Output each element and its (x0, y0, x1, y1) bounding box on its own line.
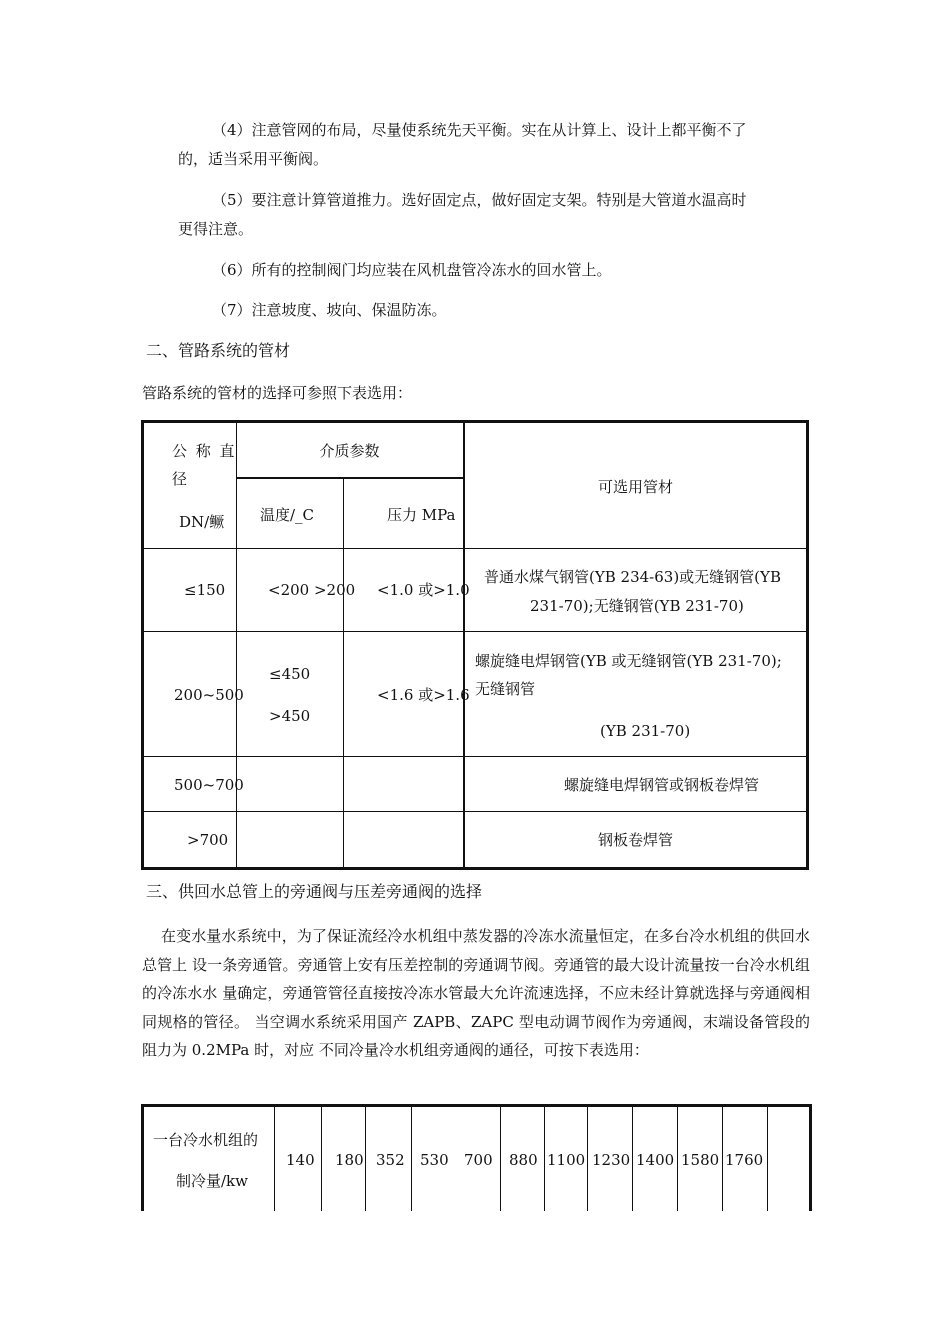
row1-material-b: 231-70);无缝钢管(YB 231-70) (530, 597, 744, 615)
capacity-value: 1400 (636, 1151, 675, 1169)
row2-material-c: (YB 231-70) (600, 722, 691, 740)
table-line (767, 1107, 768, 1211)
table-line (321, 1107, 322, 1211)
row2-material-a: 螺旋缝电焊钢管(YB 或无缝钢管(YB 231-70); (475, 652, 782, 670)
row2-temp-a: ≤450 (269, 665, 311, 683)
header-dn-b: 径 (172, 470, 188, 488)
table-line (343, 478, 344, 867)
header-pressure: 压力 MPa (387, 506, 456, 524)
capacity-value: 1230 (592, 1151, 631, 1169)
table-line (544, 1107, 545, 1211)
table-line (632, 1107, 633, 1211)
capacity-value: 140 (286, 1151, 315, 1169)
capacity-value: 1760 (725, 1151, 764, 1169)
row2-pressure: <1.6 或>1.6 (377, 686, 470, 704)
capacity-value: 880 (509, 1151, 538, 1169)
capacity-table (141, 1104, 812, 1211)
table-line (677, 1107, 678, 1211)
table-line (411, 1107, 412, 1211)
table-line (236, 477, 465, 479)
table-line (587, 1107, 588, 1211)
table-line (236, 423, 237, 867)
header-dn-a: 公 称 直 (172, 442, 237, 460)
header-dn-c: DN/鳜 (179, 513, 225, 531)
row1-pressure: <1.0 或>1.0 (377, 581, 470, 599)
row4-material: 钢板卷焊管 (597, 831, 673, 849)
item-5-line1: （5）要注意计算管道推力。选好固定点，做好固定支架。特别是大管道水温高时 (212, 191, 747, 209)
section2-intro: 管路系统的管材的选择可参照下表选用： (142, 384, 413, 402)
header-medium: 介质参数 (319, 442, 380, 460)
item-5-line2: 更得注意。 (178, 220, 254, 238)
capacity-value: 530 (420, 1151, 449, 1169)
capacity-value: 352 (376, 1151, 405, 1169)
item-4-line1: （4）注意管网的布局，尽量使系统先天平衡。实在从计算上、设计上都平衡不了 (212, 121, 747, 139)
row1-temp: <200 >200 (268, 581, 356, 599)
row3-material: 螺旋缝电焊钢管或钢板卷焊管 (564, 776, 760, 794)
table-line (144, 548, 806, 549)
row1-dn: ≤150 (184, 581, 226, 599)
row4-dn: >700 (187, 831, 229, 849)
capacity-label-b: 制冷量/kw (176, 1172, 248, 1190)
section3-paragraph: 在变水量水系统中，为了保证流经冷水机组中蒸发器的冷冻水流量恒定，在多台冷水机组的供回水总管上 设一条旁通管。旁通管上安有压差控制的旁通调节阀。旁通管的最大设计流量按一台冷水机组的冷冻水水 量确定，旁通管管径直接按冷冻水管最大允许流速选择，不应未经计算就选择与旁通阀相同规格的管径。 当空调水系统采用国产 ZAPB、ZAPC 型电动调节阀作为旁通阀，末端设备管段的阻力为 0.2MPa 时，对应 不同冷量冷水机组旁通阀的通径，可按下表选用： (142, 927, 810, 1060)
table-line (274, 1107, 275, 1211)
capacity-value: 180 (335, 1151, 364, 1169)
table-line (365, 1107, 366, 1211)
pipe-material-table (141, 420, 809, 870)
table-line (144, 756, 806, 757)
item-7: （7）注意坡度、坡向、保温防冻。 (212, 301, 447, 319)
capacity-label-a: 一台冷水机组的 (153, 1131, 259, 1149)
row1-material-a: 普通水煤气钢管(YB 234-63)或无缝钢管(YB (484, 568, 781, 586)
item-6: （6）所有的控制阀门均应装在风机盘管冷冻水的回水管上。 (212, 261, 612, 279)
section3-heading: 三、供回水总管上的旁通阀与压差旁通阀的选择 (146, 882, 483, 901)
item-4-line2: 的，适当采用平衡阀。 (178, 150, 329, 168)
header-temp: 温度/_C (260, 506, 315, 524)
capacity-value: 700 (464, 1151, 493, 1169)
table-line (144, 811, 806, 812)
capacity-value: 1100 (547, 1151, 586, 1169)
row2-material-b: 无缝钢管 (475, 680, 536, 698)
table-line (500, 1107, 501, 1211)
row3-dn: 500~700 (174, 776, 244, 794)
capacity-value: 1580 (681, 1151, 720, 1169)
row2-temp-b: >450 (269, 707, 311, 725)
table-line (144, 631, 806, 632)
row2-dn: 200~500 (174, 686, 244, 704)
section2-heading: 二、管路系统的管材 (146, 341, 291, 360)
header-material: 可选用管材 (597, 478, 673, 496)
table-line (722, 1107, 723, 1211)
